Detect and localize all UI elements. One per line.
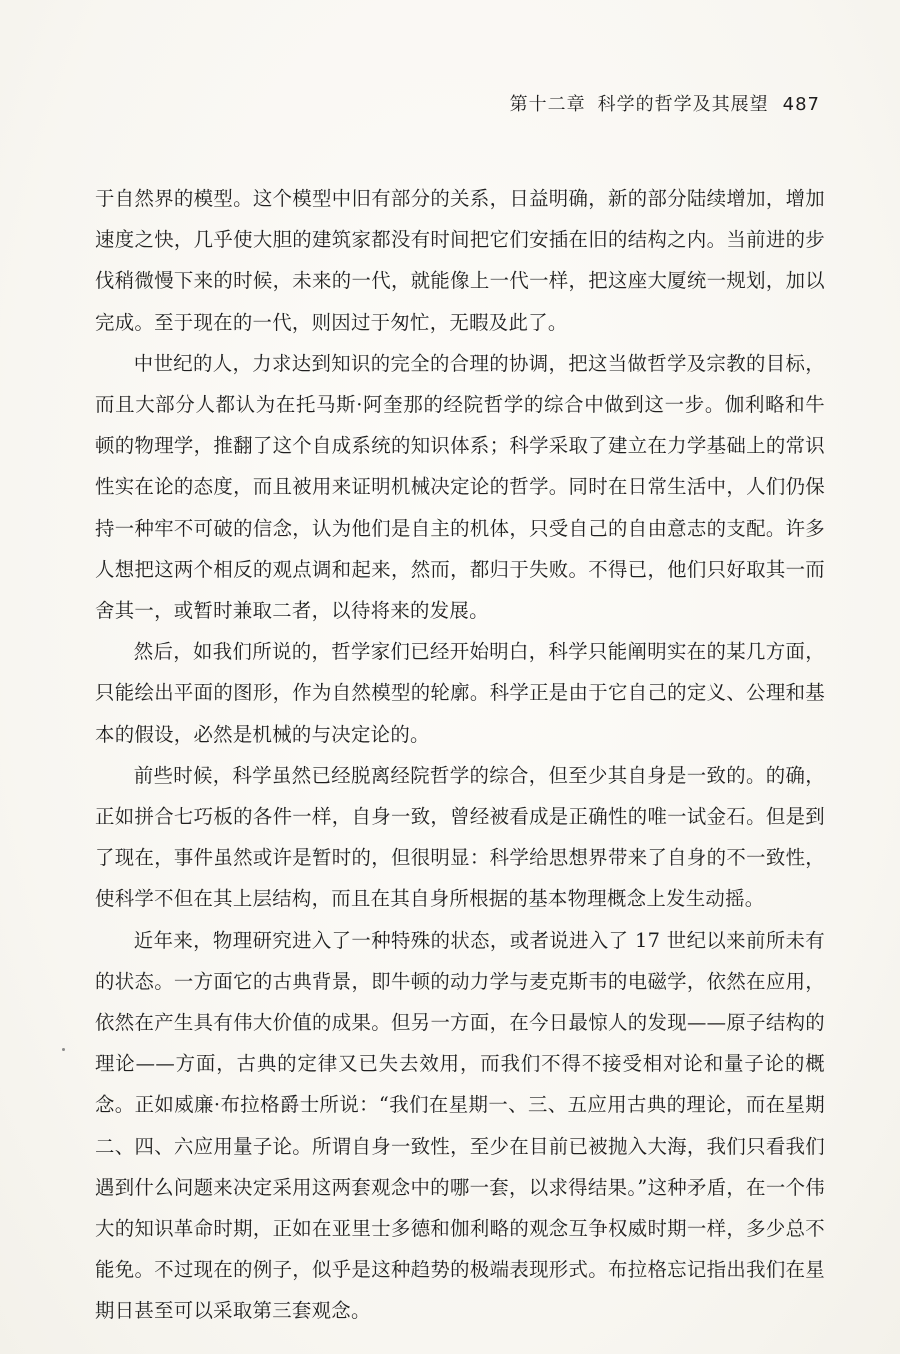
page-number: 487 bbox=[782, 94, 820, 115]
paragraph-3: 然后，如我们所说的，哲学家们已经开始明白，科学只能阐明实在的某几方面，只能绘出平面的图形，作为自然模型的轮廓。科学正是由于它自己的定义、公理和基本的假设，必然是机械的与决定论的。 bbox=[95, 640, 825, 746]
chapter-title: 科学的哲学及其展望 bbox=[597, 94, 769, 115]
running-header bbox=[500, 90, 820, 120]
chapter-label: 第十二章 bbox=[509, 94, 586, 115]
paragraph-5: 近年来，物理研究进入了一种特殊的状态，或者说进入了 17 世纪以来前所未有的状态。一方面它的古典背景，即牛顿的动力学与麦克斯韦的电磁学，依然在应用，依然在产生具有伟大价值的成果。但另一方面，在今日最惊人的发现——原子结构的理论——方面，古典的定律又已失去效用，而我们不得不接受相对论和量子论的概念。正如威廉·布拉格爵士所说：“我们在星期一、三、五应用古典的理论，而在星期二、四、六应用量子论。所谓自身一致性，至少在目前已被抛入大海，我们只看我们遇到什么问题来决定采用这两套观念中的哪一套，以求得结果。”这种矛盾，在一个伟大的知识革命时期，正如在亚里士多德和伽利略的观念互争权威时期一样，多少总不能免。不过现在的例子，似乎是这种趋势的极端表现形式。布拉格忘记指出我们在星期日甚至可以采取第三套观念。 bbox=[95, 928, 825, 1323]
paragraph-1: 于自然界的模型。这个模型中旧有部分的关系，日益明确，新的部分陆续增加，增加速度之快，几乎使大胆的建筑家都没有时间把它们安插在旧的结构之内。当前进的步伐稍微慢下来的时候，未来的一代，就能像上一代一样，把这座大厦统一规划，加以完成。至于现在的一代，则因过于匆忙，无暇及此了。 bbox=[95, 187, 825, 334]
paragraph-4: 前些时候，科学虽然已经脱离经院哲学的综合，但至少其自身是一致的。的确，正如拼合七巧板的各件一样，自身一致，曾经被看成是正确性的唯一试金石。但是到了现在，事件虽然或许是暂时的，但很明显：科学给思想界带来了自身的不一致性，使科学不但在其上层结构，而且在其自身所根据的基本物理概念上发生动摇。 bbox=[95, 763, 825, 911]
margin-speck bbox=[62, 1048, 65, 1051]
paragraph-2: 中世纪的人，力求达到知识的完全的合理的协调，把这当做哲学及宗教的目标，而且大部分人都认为在托马斯·阿奎那的经院哲学的综合中做到这一步。伽利略和牛顿的物理学，推翻了这个自成系统的知识体系；科学采取了建立在力学基础上的常识性实在论的态度，而且被用来证明机械决定论的哲学。同时在日常生活中，人们仍保持一种牢不可破的信念，认为他们是自主的机体，只受自己的自由意志的支配。许多人想把这两个相反的观点调和起来，然而，都归于失败。不得已，他们只好取其一而舍其一，或暂时兼取二者，以待将来的发展。 bbox=[95, 351, 825, 623]
body-text bbox=[95, 178, 825, 1332]
